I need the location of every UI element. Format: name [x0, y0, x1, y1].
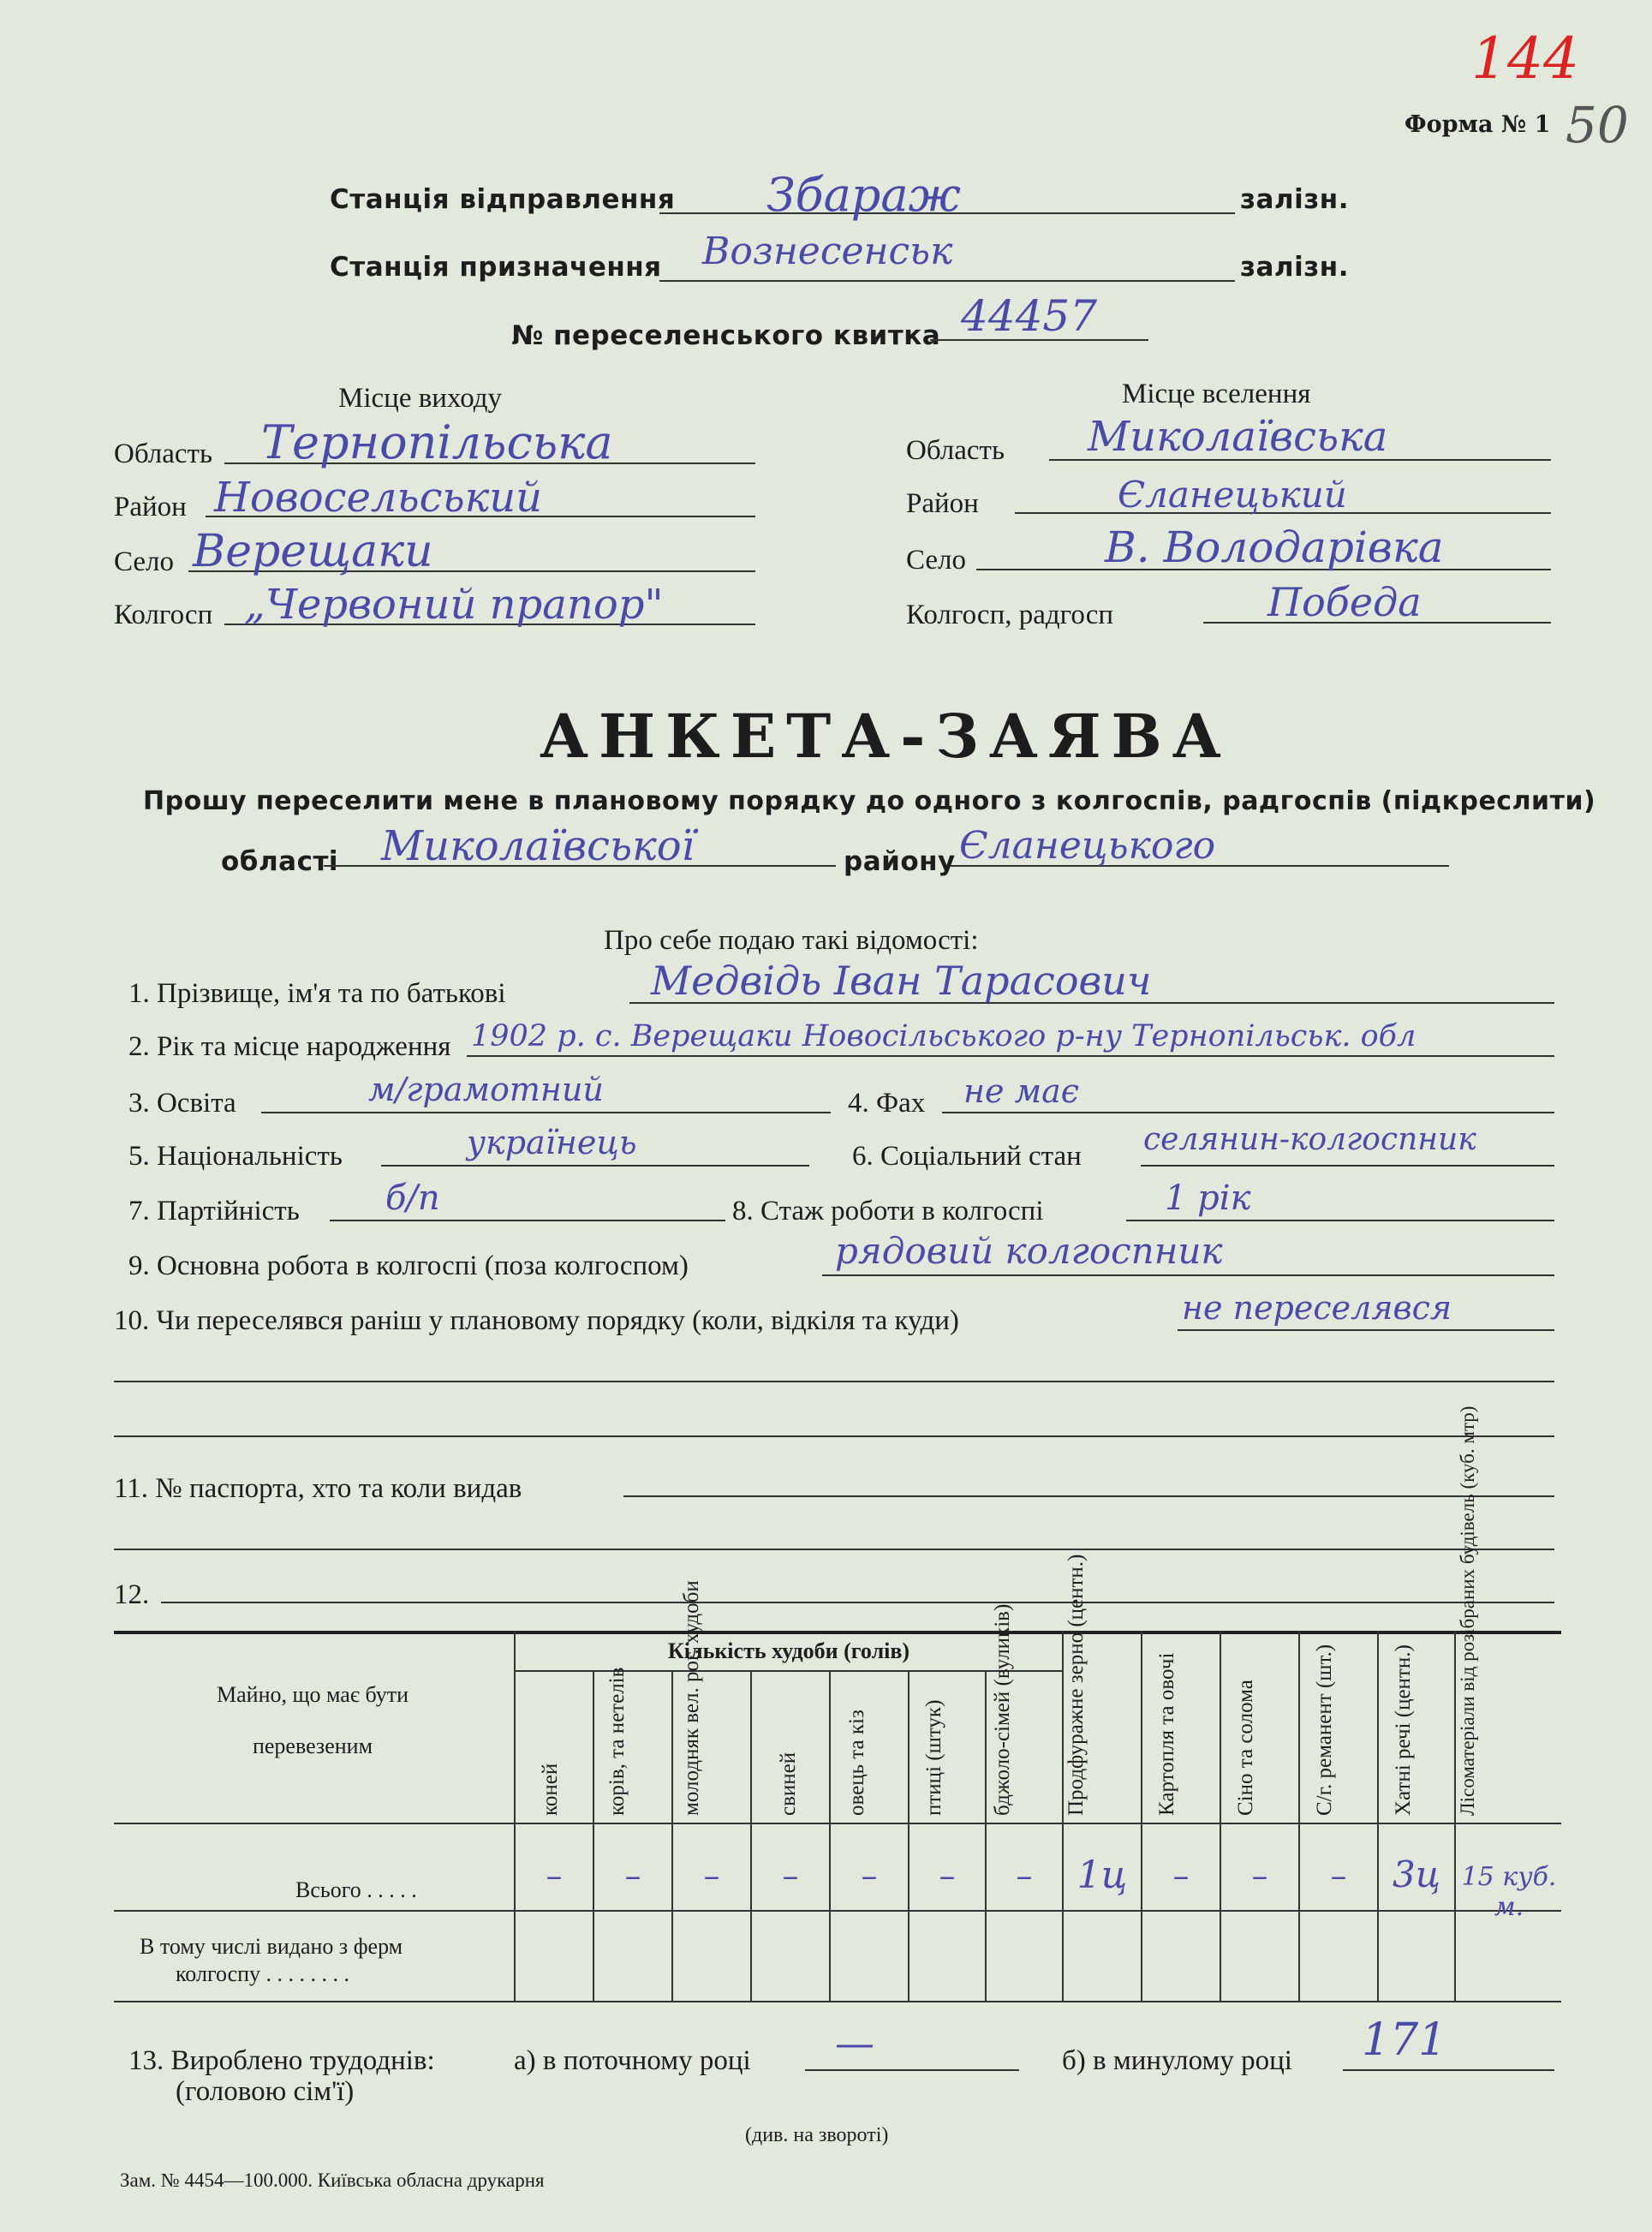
table-divider — [1062, 1631, 1064, 2001]
field-9-value: рядовий колгоспник — [835, 1230, 1223, 1272]
destination-value: Вознесенськ — [702, 230, 953, 273]
total-hay: – — [1251, 1857, 1268, 1895]
total-row-label: Всього . . . . . — [295, 1877, 417, 1902]
field-7-line — [330, 1220, 725, 1221]
request-raion-label: району — [844, 846, 956, 877]
total-horses: – — [546, 1857, 563, 1895]
column-header-potatoes: Картопля та овочі — [1155, 1652, 1178, 1816]
settle-oblast-label: Область — [906, 435, 1005, 466]
field-9-line — [822, 1274, 1554, 1276]
from-farms-label-1: В тому числі видано з ферм — [140, 1934, 403, 1959]
exit-selo-value: Верещаки — [193, 526, 433, 577]
settle-kolhosp-value: Победа — [1267, 579, 1422, 625]
destination-rail-suffix: залізн. — [1240, 252, 1349, 283]
column-header-young-cattle: молодняк вел. рог. худоби — [680, 1580, 703, 1816]
field-1-value: Медвідь Іван Тарасович — [651, 958, 1152, 1004]
field-10-value: не переселявся — [1182, 1289, 1452, 1327]
ticket-label: № переселенського квитка — [511, 320, 941, 351]
exit-oblast-label: Область — [114, 439, 213, 469]
table-top-border — [114, 1631, 1561, 1634]
workdays-last-value: 171 — [1362, 2014, 1447, 2066]
request-raion-value: Єланецького — [959, 824, 1216, 868]
request-text: Прошу переселити мене в плановому порядку до одного з колгоспів, радгоспів (підкреслити) — [143, 786, 1596, 816]
field-3-value: м/грамотний — [368, 1071, 604, 1108]
departure-value: Збараж — [766, 168, 961, 222]
field-11-label: 11. № паспорта, хто та коли видав — [114, 1473, 522, 1504]
settle-raion-value: Єланецький — [1118, 474, 1347, 516]
field-12-label: 12. — [114, 1579, 150, 1610]
field-6-label: 6. Соціальний стан — [852, 1141, 1082, 1172]
field-10-extra-line-1 — [114, 1381, 1554, 1382]
total-household: 3ц — [1392, 1853, 1441, 1895]
column-header-cows: корів, та нетелів — [605, 1667, 629, 1816]
field-2-value: 1902 р. с. Верещаки Новосільського р-ну Тернопільськ. обл — [471, 1019, 1416, 1053]
exit-raion-value: Новосельський — [214, 474, 543, 522]
printer-line: Зам. № 4454—100.000. Київська обласна друкарня — [120, 2169, 545, 2191]
form-number: Форма № 1 — [1404, 111, 1551, 138]
workdays-sublabel: (головою сім'ї) — [176, 2076, 355, 2107]
settle-selo-label: Село — [906, 545, 967, 576]
field-3-line — [261, 1112, 831, 1113]
column-header-bee-colonies: бджоло-сімей (вуликів) — [991, 1603, 1014, 1816]
property-header-line-1: Майно, що має бути — [217, 1682, 409, 1707]
field-11-extra-line — [114, 1549, 1554, 1550]
table-divider — [514, 1631, 516, 2001]
total-grain: 1ц — [1076, 1853, 1128, 1897]
document-title: АНКЕТА-ЗАЯВА — [540, 701, 1232, 772]
destination-line — [659, 280, 1235, 282]
column-header-household: Хатні речі (центн.) — [1392, 1644, 1415, 1816]
settle-place-heading: Місце вселення — [1122, 379, 1311, 409]
exit-kolhosp-value: „Червоний прапор" — [244, 581, 664, 629]
table-divider — [1298, 1631, 1300, 2001]
total-potatoes: – — [1172, 1857, 1190, 1895]
about-heading: Про себе подаю такі відомості: — [604, 925, 979, 956]
livestock-header: Кількість худоби (голів) — [667, 1638, 910, 1663]
settle-kolhosp-label: Колгосп, радгосп — [906, 600, 1114, 630]
field-4-value: не має — [963, 1072, 1080, 1110]
table-divider — [1141, 1631, 1142, 2001]
table-divider — [985, 1672, 987, 2001]
column-header-hay: Сіно та солома — [1234, 1680, 1257, 1816]
archive-number-gray: 50 — [1566, 96, 1629, 154]
exit-selo-label: Село — [114, 546, 175, 577]
table-header-bottom — [114, 1823, 1561, 1824]
archive-number-red: 144 — [1471, 26, 1579, 92]
exit-kolhosp-label: Колгосп — [114, 600, 213, 630]
departure-rail-suffix: залізн. — [1240, 184, 1349, 215]
from-farms-label-2: колгоспу . . . . . . . . — [176, 1961, 350, 1986]
settle-oblast-value: Миколаївська — [1088, 413, 1388, 461]
table-total-bottom — [114, 1910, 1561, 1912]
total-poultry: – — [939, 1857, 956, 1895]
field-5-line — [381, 1165, 809, 1167]
exit-place-heading: Місце виходу — [338, 383, 503, 414]
property-header-line-2: перевезеним — [252, 1734, 373, 1758]
field-8-label: 8. Стаж роботи в колгоспі — [732, 1196, 1044, 1226]
field-1-label: 1. Прізвище, ім'я та по батькові — [128, 978, 506, 1009]
workdays-last-line — [1343, 2069, 1554, 2071]
field-10-line — [1178, 1329, 1554, 1331]
field-9-label: 9. Основна робота в колгоспі (поза колгоспом) — [128, 1250, 689, 1281]
field-7-value: б/п — [385, 1179, 440, 1218]
table-divider — [593, 1672, 594, 2001]
field-6-value: селянин-колгоспник — [1143, 1122, 1476, 1157]
field-6-line — [1141, 1165, 1554, 1167]
column-header-poultry: птиці (штук) — [922, 1699, 945, 1816]
field-5-value: українець — [467, 1124, 637, 1161]
field-2-line — [467, 1055, 1554, 1057]
total-timber: 15 куб. м. — [1461, 1862, 1557, 1922]
exit-raion-label: Район — [114, 492, 187, 522]
total-cows: – — [624, 1857, 641, 1895]
table-bottom-border — [114, 2001, 1561, 2002]
exit-oblast-value: Тернопільська — [261, 415, 613, 469]
request-oblast-value: Миколаївської — [381, 822, 695, 870]
total-sheep-goats: – — [861, 1857, 878, 1895]
field-12-line — [161, 1602, 1554, 1603]
column-header-horses: коней — [539, 1763, 562, 1816]
field-5-label: 5. Національність — [128, 1141, 343, 1172]
field-10-extra-line-2 — [114, 1435, 1554, 1437]
field-3-label: 3. Освіта — [128, 1088, 236, 1119]
table-divider — [1377, 1631, 1379, 2001]
total-equipment: – — [1330, 1857, 1347, 1895]
table-divider — [1454, 1631, 1456, 2001]
settle-raion-label: Район — [906, 488, 979, 519]
field-8-line — [1126, 1220, 1554, 1221]
request-oblast-label: області — [221, 846, 339, 877]
field-10-label: 10. Чи переселявся раніш у плановому порядку (коли, відкіля та куди) — [114, 1305, 959, 1336]
workdays-current-label: а) в поточному році — [514, 2045, 751, 2076]
column-header-timber: Лісоматеріали від розібраних будівель (куб. мтр) — [1457, 1405, 1478, 1816]
field-7-label: 7. Партійність — [128, 1196, 300, 1226]
table-divider — [671, 1672, 673, 2001]
workdays-last-label: б) в минулому році — [1062, 2045, 1292, 2076]
destination-label: Станція призначення — [330, 252, 662, 283]
field-4-label: 4. Фах — [848, 1088, 926, 1119]
table-divider — [1220, 1631, 1221, 2001]
total-pigs: – — [782, 1857, 799, 1895]
field-2-label: 2. Рік та місце народження — [128, 1031, 451, 1062]
ticket-value: 44457 — [961, 291, 1098, 341]
column-header-equipment: С/г. реманент (шт.) — [1313, 1644, 1336, 1816]
livestock-header-line — [516, 1670, 1062, 1672]
table-divider — [829, 1672, 831, 2001]
field-8-value: 1 рік — [1165, 1179, 1251, 1218]
field-11-line — [623, 1495, 1554, 1497]
field-4-line — [942, 1112, 1554, 1113]
column-header-sheep-goats: овець та кіз — [845, 1710, 868, 1816]
total-young-cattle: – — [703, 1857, 720, 1895]
workdays-current-line — [805, 2069, 1019, 2071]
total-bee-colonies: – — [1016, 1857, 1033, 1895]
table-divider — [750, 1672, 752, 2001]
table-divider — [908, 1672, 909, 2001]
workdays-label: 13. Вироблено трудоднів: — [128, 2045, 435, 2076]
workdays-current-value: — — [835, 2020, 874, 2066]
overleaf-note: (див. на звороті) — [745, 2124, 889, 2146]
column-header-grain: Продфуражне зерно (центн.) — [1065, 1554, 1088, 1816]
column-header-pigs: свиней — [777, 1752, 800, 1816]
settle-selo-value: В. Володарівка — [1105, 522, 1444, 572]
departure-label: Станція відправлення — [330, 184, 676, 215]
